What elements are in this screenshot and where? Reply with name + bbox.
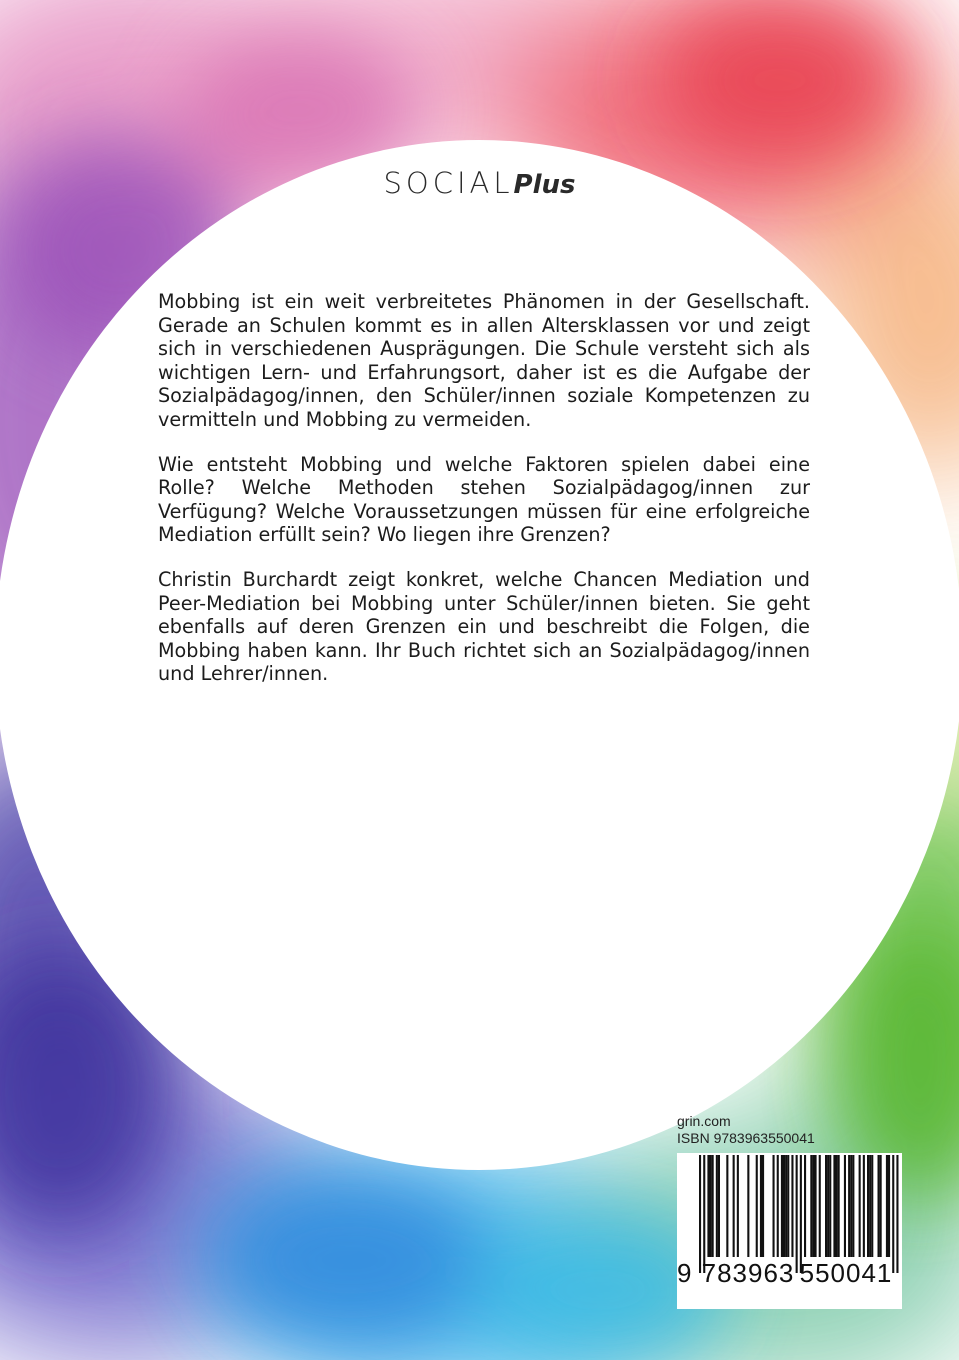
barcode-bar — [896, 1155, 898, 1273]
barcode-bar — [852, 1155, 854, 1257]
barcode-bar — [888, 1155, 890, 1257]
blurb-text — [158, 290, 810, 707]
barcode-right-group: 550041 — [799, 1258, 893, 1288]
blurb-paragraph-2: Wie entsteht Mobbing und welche Faktoren spielen dabei eine Rolle? Welche Methoden stehen Sozialpädagog/innen zur Verfügung? Welche Voraussetzungen müssen für eine erfolgreiche Mediation erfüllt sein? Wo liegen ihre Grenzen? — [158, 452, 810, 547]
barcode-bar — [710, 1155, 712, 1257]
barcode-bar — [726, 1155, 728, 1257]
barcode-bar — [819, 1155, 821, 1257]
barcode-bar — [703, 1155, 705, 1273]
barcode-bar — [838, 1155, 840, 1257]
barcode-bar — [886, 1155, 888, 1257]
barcode-bar — [836, 1155, 838, 1257]
barcode-left-group: 783963 — [701, 1258, 795, 1288]
barcode-bar — [762, 1155, 764, 1257]
barcode-bar — [781, 1155, 783, 1257]
barcode-bar — [783, 1155, 785, 1257]
barcode-bar — [880, 1155, 882, 1257]
blurb-paragraph-1: Mobbing ist ein weit verbreitetes Phänomen in der Gesellschaft. Gerade an Schulen kommt es in allen Altersklassen vor und zeigt sich in verschiedenen Ausprägungen. Die Schule versteht sich als wichtigen Lern- und Erfahrungsort, daher ist es die Aufgabe der Sozialpädagog/innen, den Schüler/innen soziale Kompetenzen zu vermitteln und Mobbing zu vermeiden. — [158, 290, 810, 431]
barcode-bar — [859, 1155, 861, 1257]
barcode-bar — [796, 1155, 798, 1273]
barcode-bar — [848, 1155, 850, 1257]
barcode-bar — [867, 1155, 869, 1257]
barcode-bar — [760, 1155, 762, 1257]
barcode-bar — [747, 1155, 749, 1257]
barcode-bar — [787, 1155, 789, 1257]
barcode-bar — [844, 1155, 846, 1257]
barcode-bar — [716, 1155, 718, 1257]
barcode-first-digit: 9 — [677, 1258, 693, 1288]
barcode-bar — [785, 1155, 787, 1257]
barcode-bar — [810, 1155, 812, 1257]
blurb-paragraph-3: Christin Burchardt zeigt konkret, welche Chancen Mediation und Peer-Mediation bei Mobbing unter Schüler/innen bieten. Sie geht ebenfalls auf deren Grenzen ein und beschreibt die Folgen, die Mobbing haben kann. Ihr Buch richtet sich an Sozialpädagog/innen und Lehrer/innen. — [158, 567, 810, 686]
barcode-bar — [815, 1155, 817, 1257]
barcode-bar — [850, 1155, 852, 1257]
barcode-bar — [773, 1155, 775, 1257]
barcode-bar — [712, 1155, 714, 1257]
barcode-bar — [878, 1155, 880, 1257]
barcode-digits — [677, 1258, 902, 1289]
barcode-bar — [777, 1155, 779, 1257]
barcode-bar — [737, 1155, 739, 1257]
barcode-bar — [733, 1155, 735, 1257]
barcode-bar — [825, 1155, 827, 1257]
publisher-website: grin.com — [677, 1113, 731, 1129]
barcode-bar — [869, 1155, 871, 1257]
barcode-bar — [707, 1155, 709, 1257]
barcode-bar — [812, 1155, 814, 1257]
barcode-bar — [718, 1155, 720, 1257]
barcode-bar — [892, 1155, 894, 1273]
barcode-bar — [827, 1155, 829, 1257]
barcode-bar — [791, 1155, 793, 1257]
barcode-bar — [863, 1155, 865, 1257]
barcode-bar — [804, 1155, 806, 1257]
barcode-bar — [871, 1155, 873, 1257]
barcode-bar — [833, 1155, 835, 1257]
isbn-text: ISBN 9783963550041 — [677, 1130, 815, 1146]
barcode-bar — [756, 1155, 758, 1257]
barcode-bar — [699, 1155, 701, 1273]
barcode-bar — [800, 1155, 802, 1273]
series-logo-social: SOCIAL — [383, 166, 514, 200]
barcode-bar — [829, 1155, 831, 1257]
series-logo-plus: Plus — [513, 170, 576, 200]
publisher-info — [677, 1113, 815, 1147]
series-logo — [0, 166, 959, 200]
